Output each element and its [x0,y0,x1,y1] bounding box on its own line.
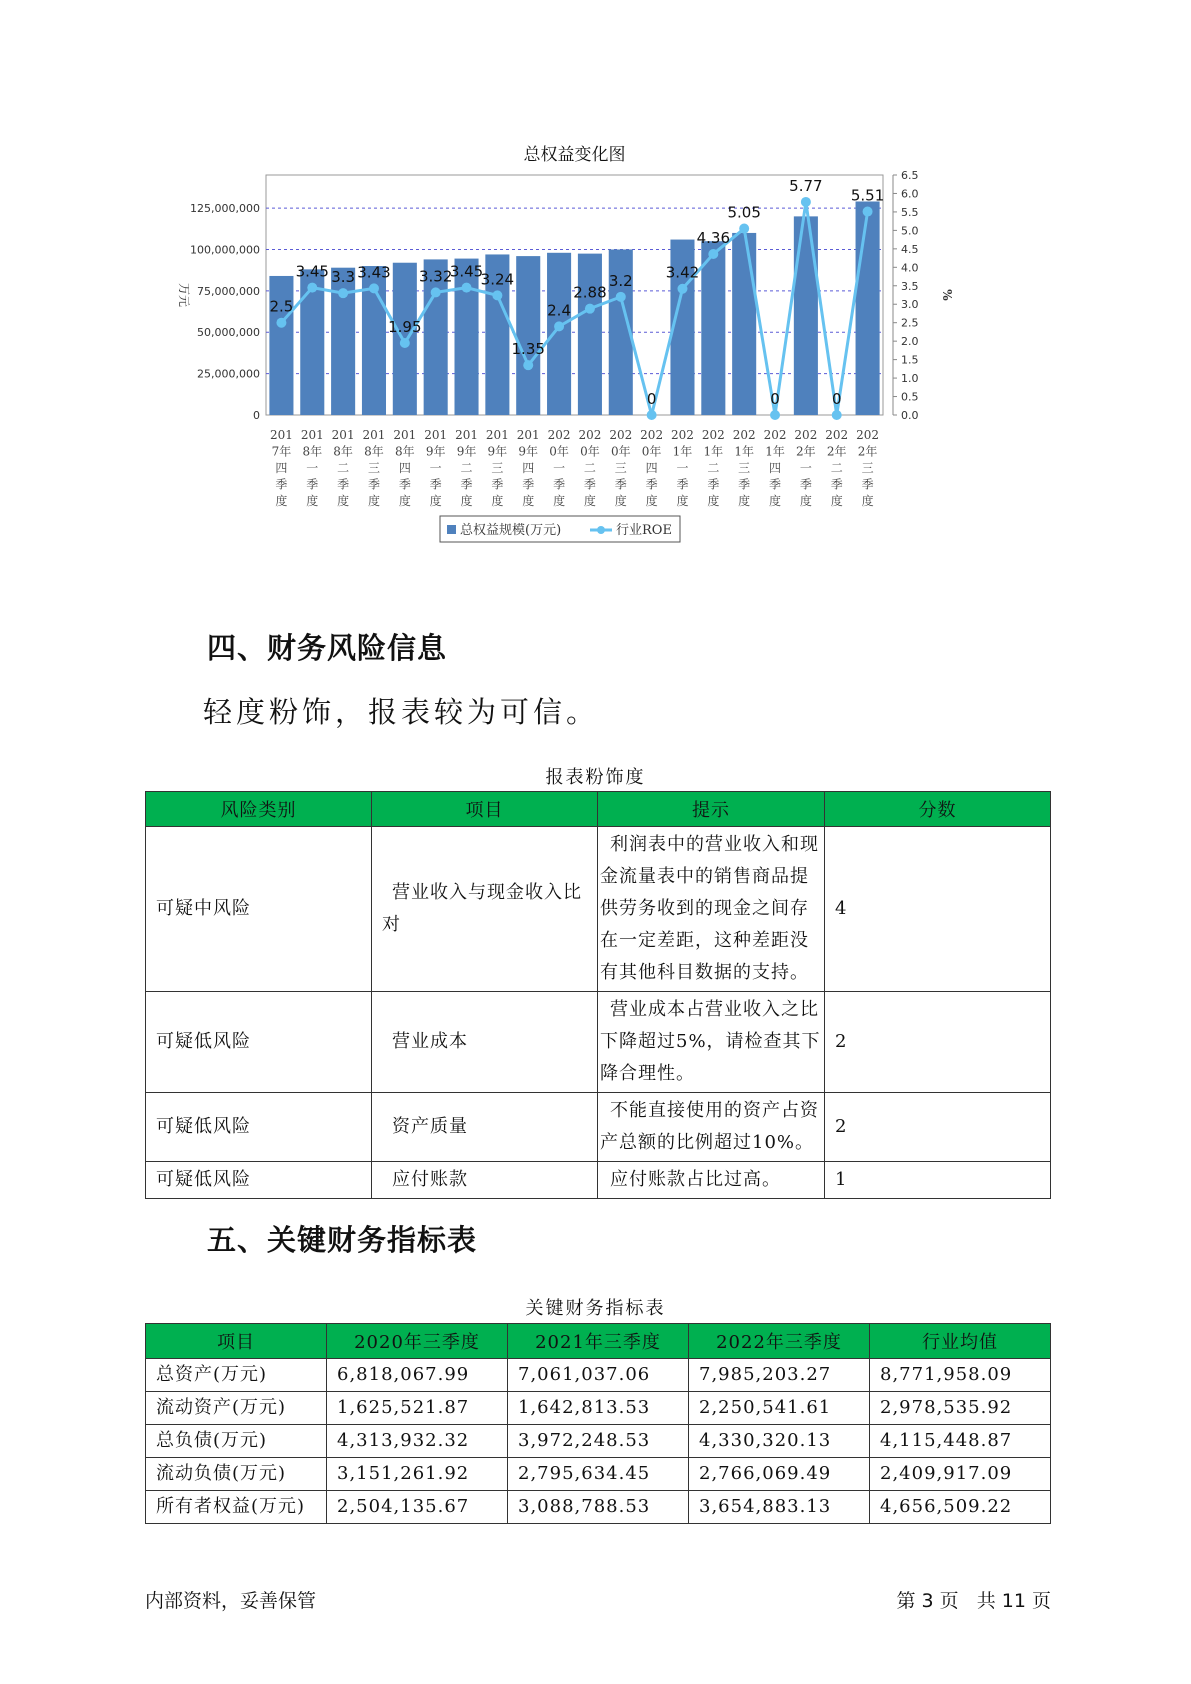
roe-data-label: 1.95 [388,318,422,336]
kpi-value: 3,654,883.13 [689,1491,870,1524]
x-tick-label: 季 [614,477,627,492]
x-tick-label: 1年 [703,444,724,459]
kpi-value: 7,985,203.27 [689,1359,870,1392]
table-row [146,1392,1051,1425]
section-heading-risk: 四、财务风险信息 [207,631,448,665]
roe-point [369,283,379,293]
kpi-item-label: 所有者权益(万元) [146,1491,327,1524]
x-tick-label: 202 [763,428,787,442]
x-tick-label: 202 [794,428,818,442]
bar [701,241,725,415]
y-tick-label: 125,000,000 [190,202,260,216]
x-tick-label: 度 [337,494,350,508]
x-tick-label: 202 [825,428,849,442]
y2-tick-label: 6.0 [901,187,919,201]
bar [516,256,540,415]
x-tick-label: 201 [393,428,417,442]
risk-item-text: 营业成本 [392,1031,468,1052]
roe-data-label: 3.43 [357,263,391,282]
x-tick-label: 201 [300,428,324,442]
x-tick-label: 季 [645,477,658,492]
footer-page-number: 第 3 页 共 11 页 [896,1590,1051,1612]
header-cell: 提示 [598,792,825,827]
header-cell: 项目 [372,792,598,827]
equity-change-chart [150,130,1050,600]
roe-data-label: 3.32 [418,267,453,286]
x-tick-label: 度 [275,494,288,508]
y-tick-label: 0 [253,409,260,422]
kpi-item-label: 流动负债(万元) [146,1458,327,1491]
x-tick-label: 一 [799,461,812,475]
x-tick-label: 度 [367,494,380,508]
x-tick-label: 度 [306,494,319,508]
y2-tick-label: 3.0 [901,298,919,312]
roe-point [739,224,749,234]
x-tick-label: 度 [460,494,473,508]
x-tick-label: 季 [522,477,535,492]
table-row [146,1491,1051,1524]
y2-tick-label: 5.5 [901,205,919,219]
roe-data-label: 5.05 [727,203,761,222]
x-tick-label: 9年 [487,444,508,459]
legend-swatch-marker [597,526,605,534]
roe-point [832,410,842,420]
x-tick-label: 二 [337,461,350,475]
x-tick-label: 季 [460,477,473,492]
x-tick-label: 度 [830,494,843,508]
risk-item [372,827,598,992]
kpi-value: 1,625,521.87 [327,1392,508,1425]
roe-data-label: 3.24 [480,270,515,289]
x-tick-label: 四 [769,461,782,475]
x-tick-label: 三 [491,461,504,475]
y2-tick-label: 3.5 [901,279,919,293]
x-tick-label: 季 [861,477,874,492]
roe-data-label: 2.88 [573,283,607,302]
x-tick-label: 二 [583,461,596,475]
risk-item-text: 资产质量 [392,1116,468,1137]
x-tick-label: 8年 [364,444,384,459]
kpi-value: 4,115,448.87 [870,1425,1051,1458]
roe-data-label: 2.4 [547,301,572,320]
kpi-value: 2,978,535.92 [870,1392,1051,1425]
risk-score: 4 [825,827,1051,992]
roe-data-label: 3.3 [331,268,356,287]
header-cell: 风险类别 [146,792,372,827]
y2-axis-label: % [940,289,954,301]
table-row [146,1162,1051,1199]
kpi-value: 3,088,788.53 [508,1491,689,1524]
roe-point [400,338,410,348]
x-tick-label: 度 [645,494,658,508]
kpi-value: 2,409,917.09 [870,1458,1051,1491]
bar [547,253,571,415]
x-tick-label: 季 [769,477,782,492]
risk-item [372,1162,598,1199]
roe-data-label: 0 [831,390,842,408]
x-tick-label: 度 [707,494,720,508]
risk-category: 可疑中风险 [146,827,372,992]
x-tick-label: 201 [516,428,540,442]
risk-tip: 营业成本占营业收入之比下降超过5%，请检查其下降合理性。 [598,992,825,1093]
footer-confidential: 内部资料，妥善保管 [145,1590,317,1612]
roe-point [708,249,718,259]
risk-summary-text: 轻度粉饰，报表较为可信。 [203,695,600,729]
risk-table-header-row [146,792,1051,827]
x-tick-label: 度 [861,494,874,508]
x-tick-label: 度 [491,494,504,508]
x-tick-label: 四 [275,461,288,475]
y2-tick-label: 2.5 [901,316,919,330]
roe-data-label: 3.45 [295,262,329,281]
x-tick-label: 1年 [672,444,693,459]
roe-data-label: 2.5 [269,297,294,316]
roe-data-label: 4.36 [696,229,731,248]
x-tick-label: 季 [830,477,843,492]
kpi-value: 4,313,932.32 [327,1425,508,1458]
roe-point [677,284,687,294]
risk-tip: 利润表中的营业收入和现金流量表中的销售商品提供劳务收到的现金之间存在一定差距，这种差距没有其他科目数据的支持。 [598,827,825,992]
x-tick-label: 四 [522,461,535,475]
roe-point [585,304,595,314]
roe-point [276,318,286,328]
risk-score: 2 [825,992,1051,1093]
y2-tick-label: 0.0 [901,409,919,422]
kpi-value: 1,642,813.53 [508,1392,689,1425]
header-cell: 项目 [146,1324,327,1359]
x-tick-label: 0年 [549,444,569,459]
header-cell: 2021年三季度 [508,1324,689,1359]
roe-point [431,287,441,297]
x-tick-label: 度 [799,494,812,508]
x-tick-label: 2年 [826,444,847,459]
roe-point [307,283,317,293]
x-tick-label: 9年 [456,444,477,459]
bar [578,254,602,415]
x-tick-label: 度 [676,494,689,508]
x-tick-label: 季 [553,477,566,492]
roe-point [523,360,533,370]
x-tick-label: 201 [455,428,478,442]
kpi-value: 6,818,067.99 [327,1359,508,1392]
x-tick-label: 2年 [796,444,816,459]
x-tick-label: 季 [799,477,812,492]
x-tick-label: 季 [275,477,288,492]
x-tick-label: 201 [424,428,448,442]
roe-data-label: 3.42 [665,263,700,282]
bar [454,259,478,415]
risk-tip: 不能直接使用的资产占资产总额的比例超过10%。 [598,1093,825,1162]
x-tick-label: 季 [429,477,442,492]
table-row [146,827,1051,992]
x-tick-label: 一 [306,461,319,475]
x-tick-label: 202 [578,428,602,442]
y2-tick-label: 1.0 [901,372,919,386]
y2-tick-label: 4.0 [901,261,919,275]
header-cell: 2020年三季度 [327,1324,508,1359]
table-row [146,1359,1051,1392]
x-tick-label: 度 [522,494,535,508]
x-tick-label: 0年 [641,444,662,459]
roe-point [492,290,502,300]
x-tick-label: 8年 [333,444,353,459]
bar [732,233,756,415]
x-tick-label: 202 [671,428,694,442]
x-tick-label: 201 [269,428,293,442]
section-heading-kpi: 五、关键财务指标表 [207,1223,478,1257]
x-tick-label: 二 [707,461,720,475]
x-tick-label: 三 [614,461,627,475]
table-row [146,992,1051,1093]
x-tick-label: 四 [398,461,411,475]
roe-data-label: 5.77 [789,176,823,195]
kpi-value: 2,504,135.67 [327,1491,508,1524]
x-tick-label: 度 [614,494,627,508]
x-tick-label: 度 [429,494,442,508]
kpi-value: 2,250,541.61 [689,1392,870,1425]
x-tick-label: 0年 [610,444,631,459]
x-tick-label: 季 [398,477,411,492]
roe-data-label: 3.2 [608,271,633,290]
x-tick-label: 一 [553,461,566,475]
roe-point [554,321,564,331]
kpi-value: 7,061,037.06 [508,1359,689,1392]
kpi-item-label: 流动资产(万元) [146,1392,327,1425]
x-tick-label: 202 [640,428,664,442]
kpi-value: 3,972,248.53 [508,1425,689,1458]
x-tick-label: 三 [367,461,380,475]
x-tick-label: 8年 [395,444,415,459]
roe-data-label: 1.35 [511,340,545,359]
risk-table-caption: 报表粉饰度 [545,767,646,788]
roe-data-label: 0 [770,390,780,408]
x-tick-label: 201 [331,428,355,442]
roe-point [801,197,811,207]
y-tick-label: 100,000,000 [190,243,260,257]
x-tick-label: 1年 [765,444,785,459]
x-tick-label: 季 [583,477,596,492]
roe-point [462,283,472,293]
risk-score: 2 [825,1093,1051,1162]
x-tick-label: 一 [676,461,689,475]
x-tick-label: 季 [491,477,504,492]
risk-tip: 应付账款占比过高。 [598,1162,825,1199]
risk-item [372,992,598,1093]
x-tick-label: 季 [367,477,380,492]
risk-category: 可疑低风险 [146,1093,372,1162]
roe-point [616,292,626,302]
x-tick-label: 四 [645,461,658,475]
x-tick-label: 8年 [302,444,323,459]
x-tick-label: 季 [707,477,720,492]
x-tick-label: 201 [362,428,386,442]
bar [794,216,818,415]
kpi-value: 4,656,509.22 [870,1491,1051,1524]
x-tick-label: 三 [738,461,751,475]
x-tick-label: 二 [460,461,473,475]
x-tick-label: 度 [583,494,596,508]
kpi-item-label: 总资产(万元) [146,1359,327,1392]
x-tick-label: 二 [830,461,843,475]
roe-point [770,410,780,420]
header-cell: 2022年三季度 [689,1324,870,1359]
table-row [146,1093,1051,1162]
y2-tick-label: 0.5 [901,390,919,404]
x-tick-label: 三 [861,461,874,475]
table-row [146,1458,1051,1491]
x-tick-label: 一 [429,461,442,475]
x-tick-label: 201 [485,428,509,442]
table-row [146,1425,1051,1458]
kpi-value: 2,795,634.45 [508,1458,689,1491]
y-tick-label: 50,000,000 [197,326,260,340]
kpi-value: 3,151,261.92 [327,1458,508,1491]
risk-item [372,1093,598,1162]
roe-point [863,207,873,217]
risk-category: 可疑低风险 [146,1162,372,1199]
y2-tick-label: 5.0 [901,224,919,238]
roe-data-label: 3.45 [449,262,484,281]
risk-score: 1 [825,1162,1051,1199]
kpi-value: 2,766,069.49 [689,1458,870,1491]
kpi-item-label: 总负债(万元) [146,1425,327,1458]
y-axis-label: 万元 [177,282,191,308]
x-tick-label: 202 [732,428,756,442]
y2-tick-label: 2.0 [901,335,919,349]
roe-point [647,410,657,420]
x-tick-label: 202 [609,428,633,442]
x-tick-label: 9年 [425,444,446,459]
bar [856,201,880,415]
roe-data-label: 0 [646,390,657,408]
kpi-value: 8,771,958.09 [870,1359,1051,1392]
kpi-value: 4,330,320.13 [689,1425,870,1458]
y2-tick-label: 1.5 [901,353,919,367]
x-tick-label: 度 [553,494,566,508]
roe-point [338,288,348,298]
y2-tick-label: 6.5 [901,169,919,182]
risk-table [145,791,1051,1199]
x-tick-label: 季 [337,477,350,492]
header-cell: 分数 [825,792,1051,827]
legend-swatch-bar [447,525,456,534]
x-tick-label: 季 [306,477,319,492]
risk-item-text: 应付账款 [392,1169,468,1190]
kpi-table-header-row [146,1324,1051,1359]
x-tick-label: 季 [738,477,751,492]
risk-category: 可疑低风险 [146,992,372,1093]
kpi-table-caption: 关键财务指标表 [525,1298,666,1319]
x-tick-label: 1年 [734,444,754,459]
legend-label-bar: 总权益规模(万元) [460,523,562,538]
x-tick-label: 0年 [580,444,600,459]
chart-title: 总权益变化图 [523,145,626,165]
x-tick-label: 度 [738,494,751,508]
x-tick-label: 202 [701,428,725,442]
x-tick-label: 2年 [857,444,878,459]
y-tick-label: 75,000,000 [197,284,260,298]
risk-item-text: 营业收入与现金收入比对 [382,882,582,935]
x-tick-label: 7年 [271,444,292,459]
x-tick-label: 202 [856,428,880,442]
x-tick-label: 度 [398,494,411,508]
x-tick-label: 季 [676,477,689,492]
y2-tick-label: 4.5 [901,242,919,256]
header-cell: 行业均值 [870,1324,1051,1359]
x-tick-label: 202 [547,428,571,442]
x-tick-label: 度 [769,494,782,508]
kpi-table [145,1323,1051,1524]
legend-label-line: 行业ROE [616,523,672,538]
y-tick-label: 25,000,000 [197,367,260,381]
roe-data-label: 5.51 [850,186,885,205]
x-tick-label: 9年 [518,444,539,459]
